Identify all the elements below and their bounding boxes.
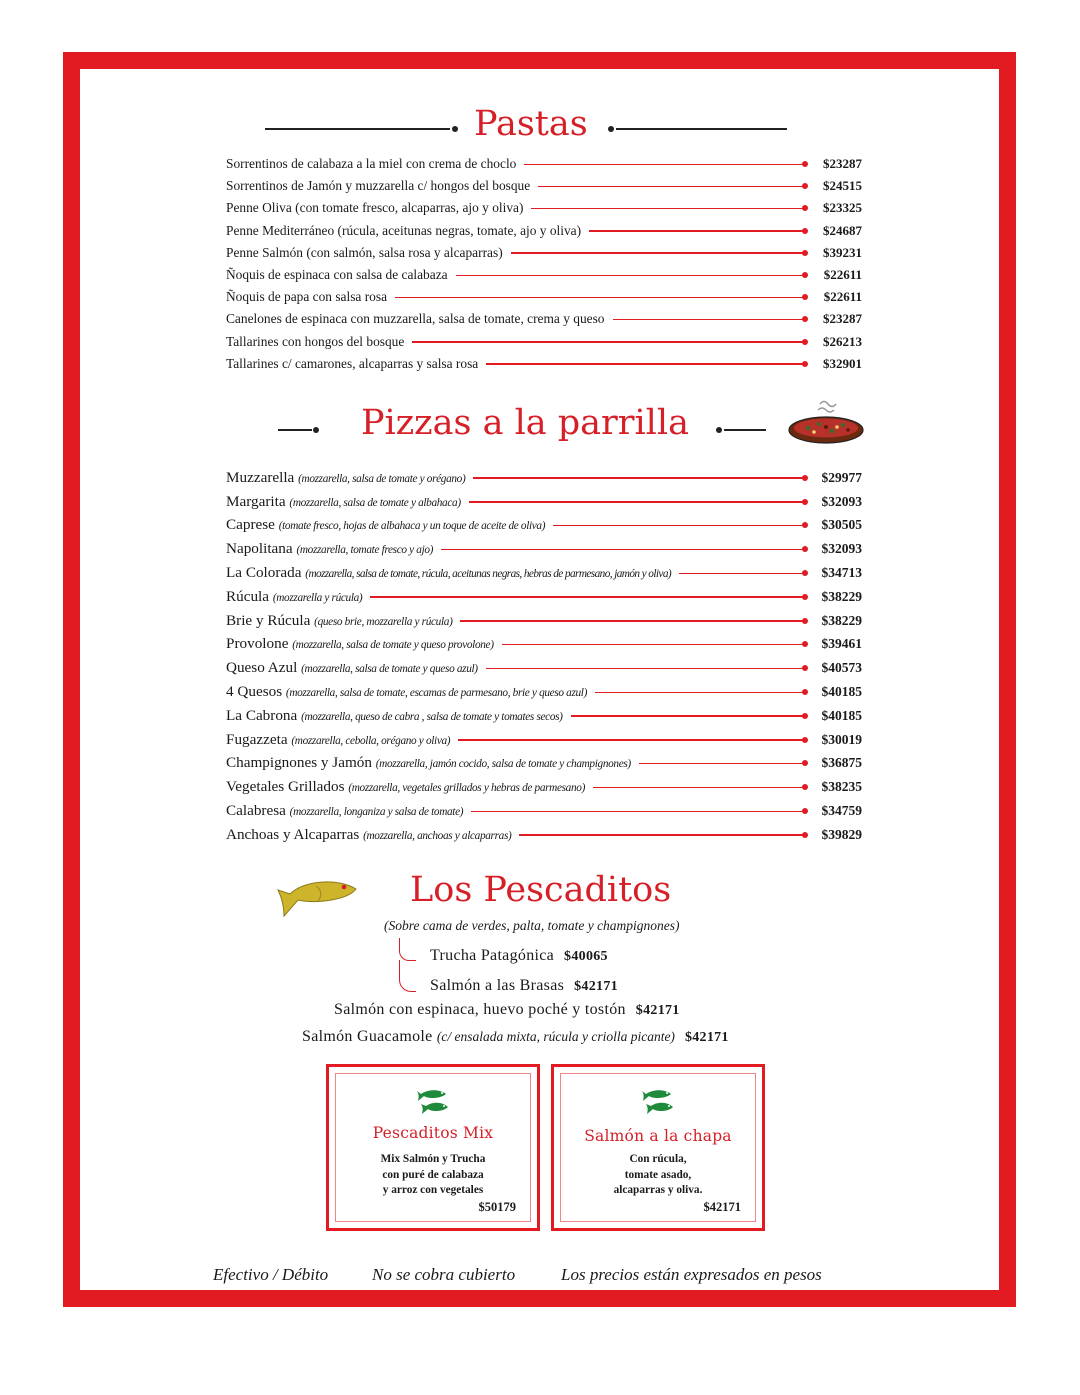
item-price: $39829: [821, 826, 862, 842]
box-desc-line: Con rúcula,: [629, 1153, 687, 1165]
price-leader: [679, 569, 808, 577]
menu-item: [226, 680, 862, 704]
item-price: $30505: [821, 517, 862, 533]
fish-option-name: Salmón a las Brasas: [430, 977, 565, 994]
pizza-desc: (mozzarella, salsa de tomate y orégano): [298, 472, 466, 485]
item-price: $38229: [821, 588, 862, 604]
menu-item: [226, 220, 862, 242]
pizzas-title-dot-left: [313, 427, 319, 433]
item-price: $32901: [823, 355, 862, 371]
menu-item: [226, 264, 862, 286]
item-price: $29977: [821, 469, 862, 485]
item-name: [226, 659, 478, 677]
item-price: $36875: [821, 755, 862, 771]
price-leader: [412, 338, 808, 346]
item-name: Ñoquis de espinaca con salsa de calabaza: [226, 267, 448, 283]
item-price: $23287: [823, 156, 862, 172]
pizza-name: Fugazzeta: [226, 730, 288, 748]
price-leader: [538, 182, 808, 190]
pizza-name: 4 Quesos: [226, 683, 283, 701]
price-leader: [595, 688, 808, 696]
menu-item: [226, 537, 862, 561]
item-price: $39231: [823, 244, 862, 260]
menu-item: [226, 308, 862, 330]
fish-option-price: $42171: [574, 979, 618, 994]
pizza-name: Anchoas y Alcaparras: [226, 825, 360, 843]
item-name: [226, 516, 545, 534]
price-leader: [524, 160, 808, 168]
price-leader: [395, 293, 808, 301]
box-inner: [560, 1073, 756, 1222]
item-name: Ñoquis de papa con salsa rosa: [226, 289, 388, 305]
pizza-desc: (mozzarella, tomate fresco y ajo): [296, 544, 434, 557]
pizza-desc: (mozzarella, vegetales grillados y hebras de parmesano): [348, 782, 585, 795]
box-desc: [561, 1152, 755, 1199]
menu-item: [226, 585, 862, 609]
fish-option-name: Trucha Patagónica: [430, 947, 555, 964]
menu-item: [226, 490, 862, 514]
item-price: $38229: [821, 612, 862, 628]
item-price: $40185: [821, 707, 862, 723]
pescaditos-title: Los Pescaditos: [410, 870, 672, 910]
pizza-desc: (mozzarella, salsa de tomate y queso azul): [301, 663, 478, 676]
item-price: $39461: [821, 636, 862, 652]
fish-option: [430, 947, 608, 965]
pizza-desc: (mozzarella, cebolla, orégano y oliva): [291, 734, 451, 747]
item-price: $23287: [823, 311, 862, 327]
price-leader: [511, 249, 808, 257]
special-box-salmon-chapa: [551, 1064, 765, 1231]
pizza-desc: (mozzarella, queso de cabra , salsa de tomate y tomates secos): [301, 710, 563, 723]
pizza-name: Champignones y Jamón: [226, 754, 372, 772]
pizza-desc: (tomate fresco, hojas de albahaca y un toque de aceite de oliva): [278, 520, 546, 533]
item-price: $30019: [821, 731, 862, 747]
item-name: Canelones de espinaca con muzzarella, salsa de tomate, crema y queso: [226, 311, 605, 327]
pizzas-title-dot-right: [716, 427, 722, 433]
pizza-name: Rúcula: [226, 587, 270, 605]
price-leader: [553, 521, 808, 529]
pizza-icon: [786, 398, 866, 453]
pizza-name: Vegetales Grillados: [226, 778, 345, 796]
menu-item: [226, 514, 862, 538]
price-leader: [589, 227, 808, 235]
price-leader: [460, 617, 808, 625]
item-name: [226, 754, 631, 772]
pescaditos-subtitle: (Sobre cama de verdes, palta, tomate y champignones): [384, 918, 680, 933]
fish-option-price: $40065: [564, 949, 608, 964]
menu-item: [226, 823, 862, 847]
fish-pair-icon: [416, 1088, 450, 1121]
option-bracket: [399, 960, 416, 992]
pastas-title-dot-left: [452, 126, 458, 132]
pizzas-title: Pizzas a la parrilla: [361, 403, 689, 443]
price-leader: [370, 593, 808, 601]
special-box-pescaditos-mix: [326, 1064, 540, 1231]
menu-item: [226, 752, 862, 776]
pizza-desc: (queso brie, mozzarella y rúcula): [314, 615, 453, 628]
pizza-desc: (mozzarella y rúcula): [272, 591, 363, 604]
pizza-desc: (mozzarella, salsa de tomate y queso provolone): [292, 639, 494, 652]
item-name: Penne Oliva (con tomate fresco, alcaparras, ajo y oliva): [226, 200, 524, 216]
menu-item: [226, 153, 862, 175]
price-leader: [471, 807, 808, 815]
pizza-name: La Colorada: [226, 564, 302, 582]
price-leader: [473, 474, 808, 482]
price-leader: [469, 498, 808, 506]
fish-option: [430, 977, 618, 995]
fish-dish-price: $42171: [684, 1030, 729, 1045]
pizza-name: Calabresa: [226, 802, 286, 820]
box-price: $50179: [478, 1200, 516, 1214]
item-price: $34759: [821, 803, 862, 819]
price-leader: [531, 204, 808, 212]
box-desc-line: alcaparras y oliva.: [613, 1184, 703, 1196]
menu-item: [226, 561, 862, 585]
item-name: [226, 683, 587, 701]
item-name: [226, 635, 494, 653]
menu-item: [226, 704, 862, 728]
item-name: Penne Salmón (con salmón, salsa rosa y alcaparras): [226, 244, 503, 260]
pizza-desc: (mozzarella, longaniza y salsa de tomate): [289, 806, 464, 819]
price-leader: [441, 545, 808, 553]
box-desc-line: tomate asado,: [624, 1168, 692, 1181]
pastas-title: Pastas: [474, 104, 588, 144]
box-desc: [336, 1152, 530, 1199]
item-name: [226, 540, 433, 558]
pastas-title-rule-right: [616, 128, 787, 130]
item-name: [226, 612, 452, 630]
fish-dish-desc: (c/ ensalada mixta, rúcula y criolla picante): [436, 1029, 675, 1044]
pizza-name: Queso Azul: [226, 659, 298, 677]
pizza-name: Caprese: [226, 516, 275, 534]
menu-item: [226, 728, 862, 752]
fish-dish: [334, 1001, 680, 1019]
footer-currency: Los precios están expresados en pesos: [561, 1265, 822, 1284]
pizzas-title-rule-right: [724, 429, 766, 431]
price-leader: [486, 664, 808, 672]
item-name: [226, 778, 585, 796]
price-leader: [456, 271, 808, 279]
pizza-name: La Cabrona: [226, 706, 298, 724]
menu-item: [226, 331, 862, 353]
menu-item: [226, 197, 862, 219]
item-price: $24515: [823, 178, 862, 194]
pizza-desc: (mozzarella, salsa de tomate, escamas de parmesano, brie y queso azul): [285, 687, 587, 700]
item-name: [226, 802, 463, 820]
pizza-name: Muzzarella: [226, 468, 295, 486]
box-desc-line: con puré de calabaza: [382, 1168, 484, 1181]
box-title: Pescaditos Mix: [372, 1124, 494, 1142]
footer-payment: Efectivo / Débito: [213, 1265, 329, 1284]
pizzas-list: [226, 466, 862, 847]
item-price: $23325: [823, 200, 862, 216]
price-leader: [639, 759, 808, 767]
pizza-name: Provolone: [226, 635, 289, 653]
box-desc-line: y arroz con vegetales: [382, 1184, 484, 1196]
box-inner: [335, 1073, 531, 1222]
pastas-list: [226, 153, 862, 375]
box-desc-line: Mix Salmón y Trucha: [380, 1153, 486, 1165]
menu-item: [226, 633, 862, 657]
item-price: $34713: [821, 565, 862, 581]
pastas-title-rule-left: [265, 128, 450, 130]
pizzas-title-rule-left: [278, 429, 312, 431]
menu-item: [226, 609, 862, 633]
fish-dish: [302, 1028, 729, 1046]
fish-icon: [276, 876, 360, 927]
menu-item: [226, 286, 862, 308]
fish-dish-price: $42171: [635, 1003, 680, 1018]
item-price: $22611: [823, 289, 862, 305]
footer-cover: No se cobra cubierto: [372, 1265, 516, 1284]
fish-dish-name: Salmón con espinaca, huevo poché y tostón: [334, 1001, 626, 1018]
item-name: [226, 469, 465, 487]
price-leader: [613, 315, 809, 323]
menu-item: [226, 656, 862, 680]
pizza-desc: (mozzarella, salsa de tomate y albahaca): [289, 496, 461, 509]
pizza-desc: (mozzarella, salsa de tomate, rúcula, aceitunas negras, hebras de parmesano, jamón y oliva): [305, 568, 672, 581]
item-name: Tallarines c/ camarones, alcaparras y salsa rosa: [226, 355, 479, 371]
menu-item: [226, 353, 862, 375]
price-leader: [502, 640, 808, 648]
pizza-desc: (mozzarella, jamón cocido, salsa de tomate y champignones): [375, 758, 631, 771]
item-name: [226, 826, 511, 844]
item-name: Sorrentinos de Jamón y muzzarella c/ hongos del bosque: [226, 178, 531, 194]
menu-item: [226, 175, 862, 197]
fish-pair-icon: [641, 1088, 675, 1121]
pizza-name: Napolitana: [226, 540, 293, 558]
item-name: Penne Mediterráneo (rúcula, aceitunas negras, tomate, ajo y oliva): [226, 222, 582, 238]
pastas-title-dot-right: [608, 126, 614, 132]
item-price: $40185: [821, 684, 862, 700]
pizza-name: Brie y Rúcula: [226, 611, 311, 629]
item-price: $22611: [823, 267, 862, 283]
fish-dish-name: Salmón Guacamole: [302, 1028, 433, 1045]
price-leader: [458, 736, 808, 744]
item-price: $40573: [821, 660, 862, 676]
item-price: $24687: [823, 222, 862, 238]
item-name: Tallarines con hongos del bosque: [226, 333, 405, 349]
menu-item: [226, 242, 862, 264]
item-name: [226, 707, 563, 725]
item-name: [226, 564, 671, 582]
item-name: Sorrentinos de calabaza a la miel con crema de choclo: [226, 156, 517, 172]
box-price: $42171: [703, 1200, 741, 1214]
item-price: $38235: [821, 779, 862, 795]
menu-item: [226, 799, 862, 823]
box-title: Salmón a la chapa: [584, 1127, 732, 1145]
pizza-desc: (mozzarella, anchoas y alcaparras): [363, 829, 512, 842]
menu-item: [226, 466, 862, 490]
item-name: [226, 588, 362, 606]
item-name: [226, 493, 461, 511]
item-price: $32093: [821, 493, 862, 509]
pizza-name: Margarita: [226, 492, 286, 510]
item-price: $26213: [823, 333, 862, 349]
option-bracket: [399, 938, 416, 961]
price-leader: [519, 831, 808, 839]
price-leader: [593, 783, 808, 791]
item-name: [226, 731, 450, 749]
menu-item: [226, 775, 862, 799]
item-price: $32093: [821, 541, 862, 557]
price-leader: [486, 360, 808, 368]
price-leader: [571, 712, 808, 720]
